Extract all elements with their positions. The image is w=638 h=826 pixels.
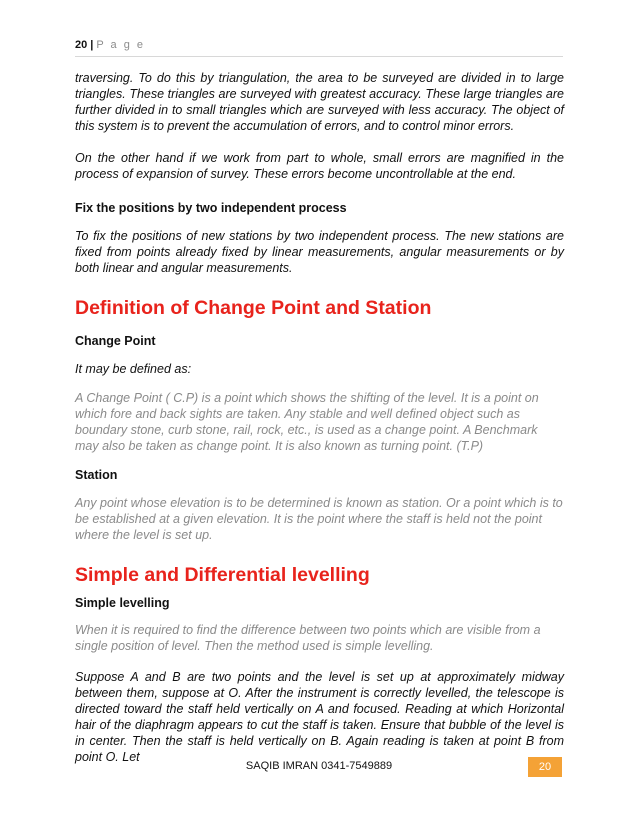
page-header	[75, 38, 563, 57]
subheading-change-point: Change Point	[75, 334, 156, 348]
header-separator: |	[90, 39, 94, 51]
paragraph-defined-as: It may be defined as:	[75, 362, 192, 376]
paragraph-procedure: Suppose A and B are two points and the level is set up at approximately midway between them, suppose at O. After the instrument is correctly levelled, the telescope is directed toward the staff held vertically on A and focused. Reading at which Horizontal hair of the diaphragm appears to cut the staff is taken. Ensure that bubble of the level is in center. Then the staff is held vertically on B. Again reading is taken at point B from point O. Let	[75, 670, 564, 764]
paragraph-simple-levelling: When it is required to find the difference between two points which are visible from a single position of level. Then the method used is simple levelling.	[75, 623, 541, 653]
paragraph-fix-positions: To fix the positions of new stations by two independent process. The new stations are fixed from points already fixed by linear measurements, angular measurements or by both linear and angular measurements.	[75, 229, 564, 275]
page-footer	[0, 757, 638, 777]
page-word: P a g e	[96, 39, 145, 51]
heading-change-point-station: Definition of Change Point and Station	[75, 297, 432, 319]
paragraph-station-definition: Any point whose elevation is to be determined is known as station. Or a point which is to be established at a given elevation. It is the point where the staff is held not the point where the level is set up.	[75, 496, 563, 542]
subheading-fix-positions: Fix the positions by two independent process	[75, 201, 347, 215]
document-body	[75, 70, 564, 765]
heading-simple-differential-levelling: Simple and Differential levelling	[75, 564, 370, 586]
subheading-station: Station	[75, 468, 118, 482]
paragraph-triangulation: traversing. To do this by triangulation, the area to be surveyed are divided in to large triangles. These triangles are surveyed with greatest accuracy. These large triangles are further divided in to small triangles which are surveyed with less accuracy. The object of this system is to prevent the accumulation of errors, and to control minor errors.	[75, 71, 564, 133]
page-number: 20	[75, 39, 88, 51]
footer-page-badge: 20	[528, 757, 562, 777]
subheading-simple-levelling: Simple levelling	[75, 596, 170, 610]
footer-author-text: SAQIB IMRAN 0341-7549889	[245, 760, 393, 772]
paragraph-part-to-whole: On the other hand if we work from part to whole, small errors are magnified in the process of expansion of survey. These errors become uncontrollable at the end.	[75, 151, 564, 181]
paragraph-change-point-definition: A Change Point ( C.P) is a point which shows the shifting of the level. It is a point on which fore and back sights are taken. Any stable and well defined object such as boundary stone, curb stone, rail, rock, etc., is used as a change point. A Benchmark may also be taken as change point. It is also known as turning point. (T.P)	[75, 391, 539, 453]
